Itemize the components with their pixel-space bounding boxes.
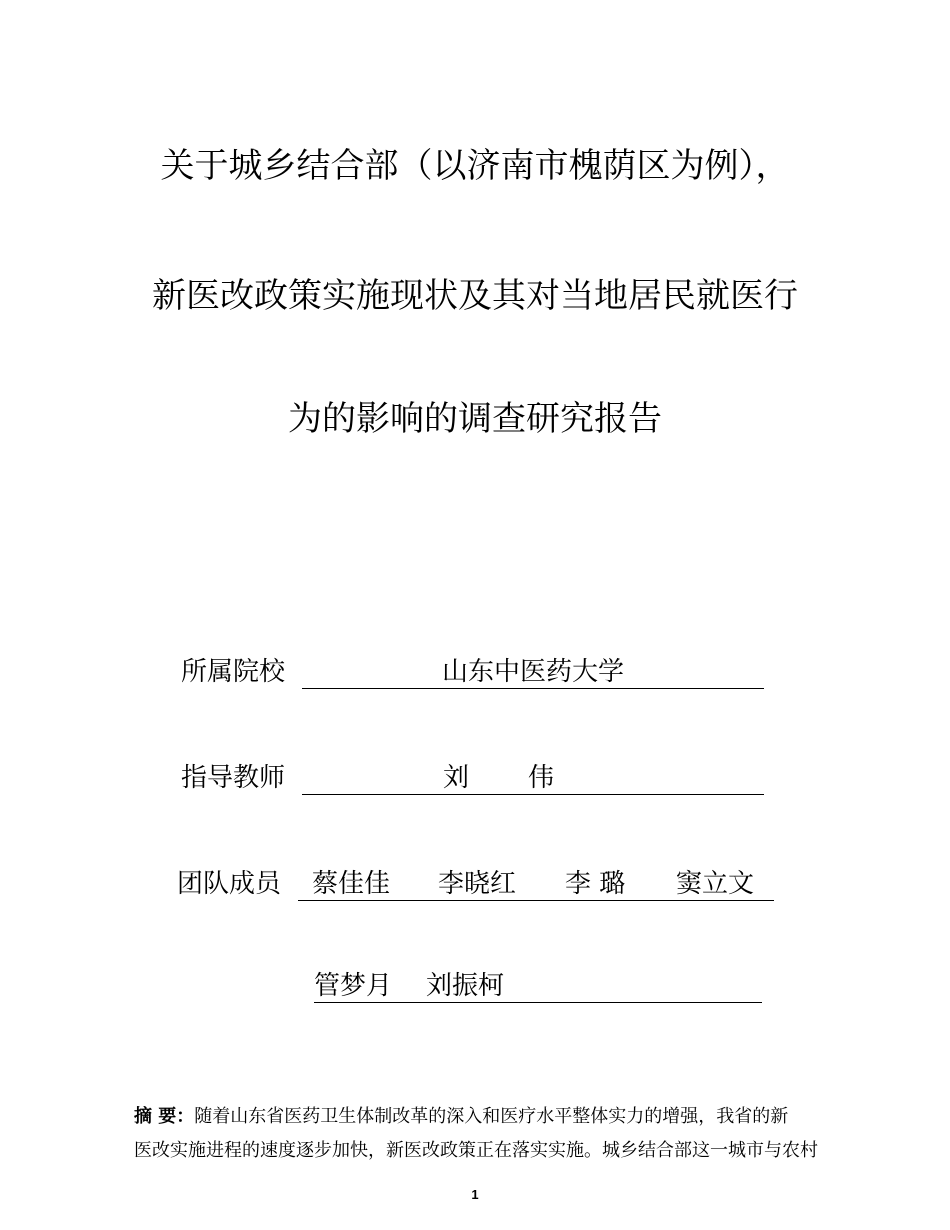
abstract-label: 摘 要： (134, 1106, 195, 1127)
member-name: 管梦月 (314, 971, 393, 1001)
members-field-continued (0, 970, 950, 1010)
page-number: 1 (471, 1187, 479, 1202)
member-name: 李晓红 (438, 869, 517, 899)
school-field (0, 656, 950, 696)
advisor-label: 指导教师 (181, 763, 286, 793)
abstract-line-1 (134, 1100, 834, 1134)
advisor-value-given: 伟 (528, 763, 555, 793)
abstract-text-2: 医改实施进程的速度逐步加快，新医改政策正在落实实施。城乡结合部这一城市与农村 (134, 1140, 818, 1161)
advisor-value-surname: 刘 (443, 763, 470, 793)
abstract-text-1: 随着山东省医药卫生体制改革的深入和医疗水平整体实力的增强，我省的新 (194, 1106, 789, 1127)
title-line-1: 关于城乡结合部（以济南市槐荫区为例）， (160, 146, 790, 186)
school-value: 山东中医药大学 (442, 657, 625, 687)
members-field (0, 868, 950, 908)
school-label: 所属院校 (181, 657, 286, 687)
title-line-3: 为的影响的调查研究报告 (288, 399, 662, 439)
member-name: 蔡佳佳 (312, 869, 391, 899)
member-name: 刘振柯 (426, 971, 505, 1001)
title-line-2: 新医改政策实施现状及其对当地居民就医行 (152, 276, 798, 316)
advisor-field (0, 762, 950, 802)
member-name: 窦立文 (676, 869, 755, 899)
members-label: 团队成员 (177, 869, 282, 899)
member-name: 李 璐 (565, 869, 626, 899)
abstract-line-2 (134, 1134, 834, 1168)
